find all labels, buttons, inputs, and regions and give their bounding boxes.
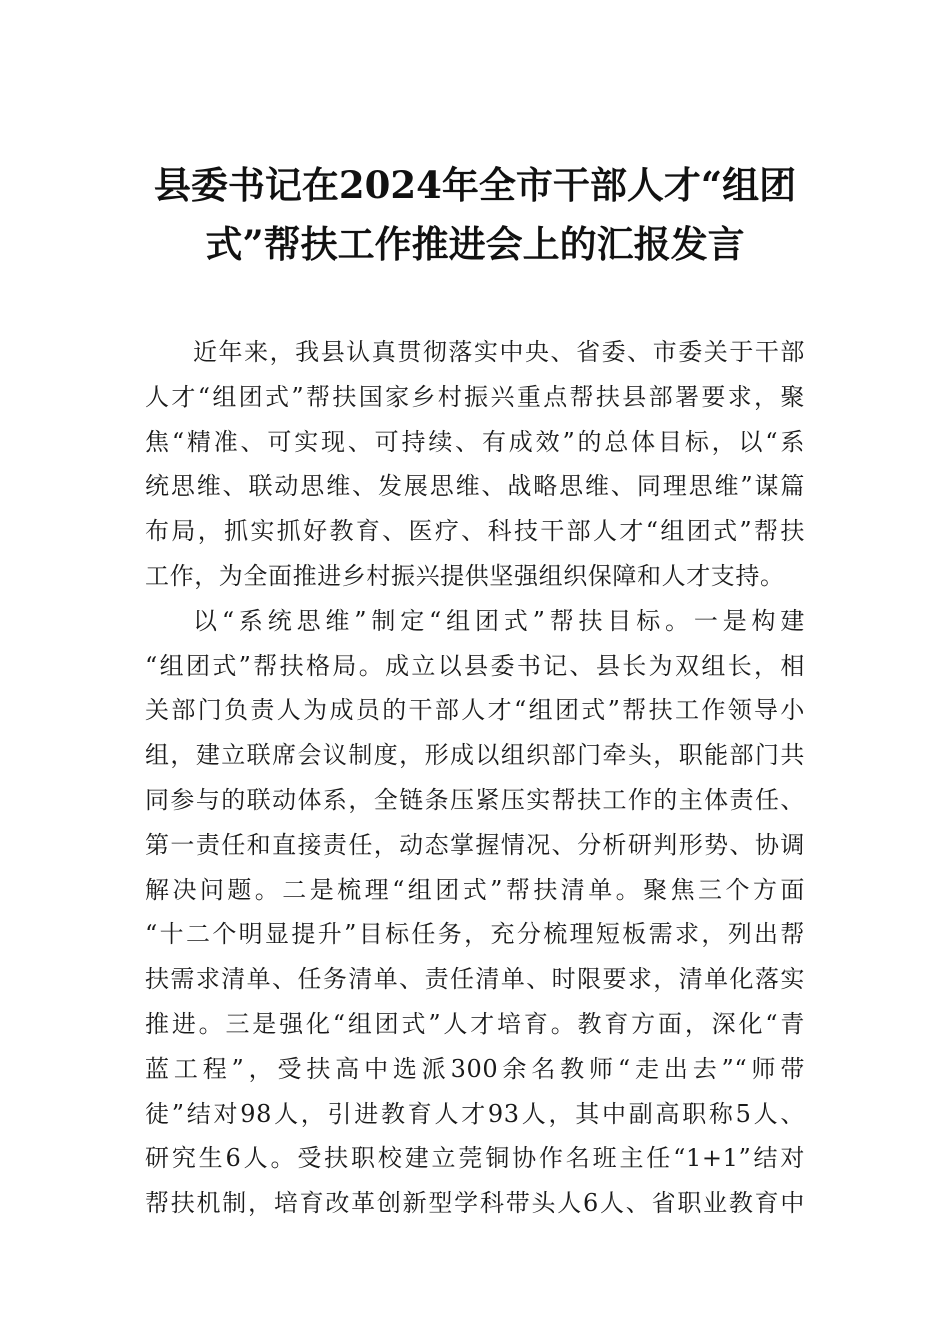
text-line: 近年来，我县认真贯彻落实中央、省委、市委关于干部 [193,338,805,366]
document-body [145,330,805,1226]
text-line: 人才“组团式”帮扶国家乡村振兴重点帮扶县部署要求，聚 [145,382,805,411]
title-line: 县委书记在2024年全市干部人才“组团 [153,163,797,207]
text-line: 布局，抓实抓好教育、医疗、科技干部人才“组团式”帮扶 [145,517,805,546]
text-line: 焦“精准、可实现、可持续、有成效”的总体目标，以“系 [145,427,805,456]
title-line: 式”帮扶工作推进会上的汇报发言 [205,222,745,266]
text-line: 研究生6人。受扶职校建立莞铜协作名班主任“1+1”结对 [145,1144,805,1173]
text-line: 帮扶机制，培育改革创新型学科带头人6人、省职业教育中 [145,1189,805,1218]
text-line: “十二个明显提升”目标任务，充分梳理短板需求，列出帮 [145,920,805,949]
text-line: 关部门负责人为成员的干部人才“组团式”帮扶工作领导小 [145,696,805,725]
text-line: 组，建立联席会议制度，形成以组织部门牵头，职能部门共 [145,741,805,770]
text-line: 以“系统思维”制定“组团式”帮扶目标。一是构建 [193,606,805,635]
text-line: 第一责任和直接责任，动态掌握情况、分析研判形势、协调 [145,830,805,859]
text-line: 徒”结对98人，引进教育人才93人，其中副高职称5人、 [145,1099,805,1128]
text-line: 工作，为全面推进乡村振兴提供坚强组织保障和人才支持。 [145,561,785,590]
text-line: 扶需求清单、任务清单、责任清单、时限要求，清单化落实 [145,965,805,994]
text-line: 蓝工程”，受扶高中选派300余名教师“走出去”“师带 [145,1054,805,1083]
text-line: 解决问题。二是梳理“组团式”帮扶清单。聚焦三个方面 [145,875,805,904]
paragraph-system-thinking [145,599,805,1226]
text-line: “组团式”帮扶格局。成立以县委书记、县长为双组长，相 [145,651,805,680]
text-line: 同参与的联动体系，全链条压紧压实帮扶工作的主体责任、 [145,785,805,814]
paragraph-intro [145,330,805,599]
document-title [130,156,820,274]
text-line: 统思维、联动思维、发展思维、战略思维、同理思维”谋篇 [145,472,805,501]
text-line: 推进。三是强化“组团式”人才培育。教育方面，深化“青 [145,1009,805,1038]
